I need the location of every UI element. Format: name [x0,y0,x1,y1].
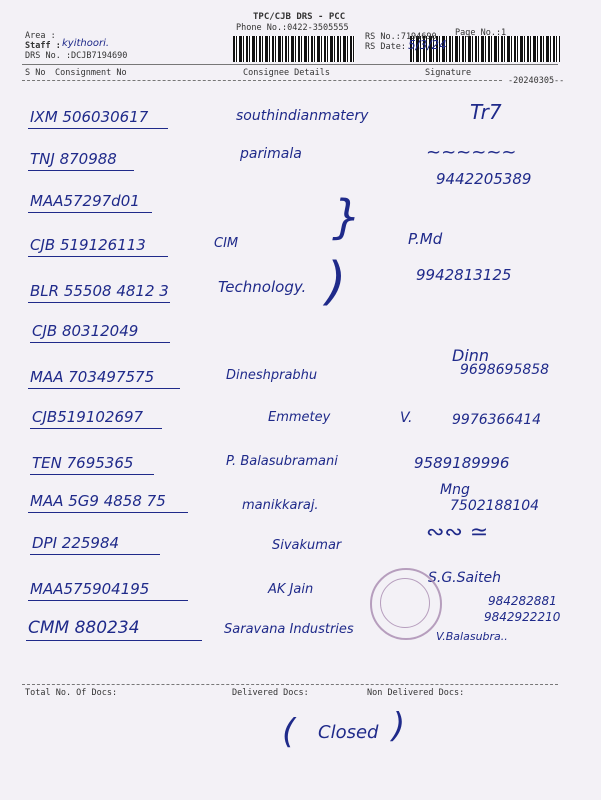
row-4-consignment: CJB 519126113 [30,236,146,254]
date-code: -20240305-- [508,76,565,86]
row-11-scribble: ∾∾ ≃ [426,520,489,545]
row-7-signature-name: Dinn [452,346,490,365]
row-9-consignment: TEN 7695365 [32,454,134,472]
row-5-consignment: BLR 55508 4812 3 [30,282,169,300]
row-2-signature: 9442205389 [436,170,532,188]
row-12-consignee: AK Jain [268,582,314,597]
row-12-consignment: MAA575904195 [30,580,150,598]
closed-note-open-paren: ( [282,712,296,752]
row-8-consignment: CJB519102697 [32,408,144,426]
drs-number: DRS No. :DCJB7194690 [25,51,128,61]
row-2-consignment: TNJ 870988 [30,150,117,168]
row-1-consignee: southindianmatery [236,108,369,124]
area-label: Area : [25,31,56,41]
row-4-signature-name: P.Md [408,230,443,248]
row-8-consignee: Emmetey [268,410,331,425]
document-title: TPC/CJB DRS - PCC [253,12,346,22]
row-13-signature: 9842922210 [484,610,561,624]
row-10-signature: 7502188104 [450,498,540,514]
row-9-consignee: P. Balasubramani [226,454,338,469]
row-7-consignment: MAA 703497575 [30,368,155,386]
row-12-signature-name: S.G.Saiteh [428,570,501,586]
row-8-signature: 9976366414 [452,412,542,428]
non-delivered-docs-label: Non Delivered Docs: [367,688,465,698]
staff-label: Staff : [25,41,61,51]
rs-date-label: RS Date: [365,42,406,52]
closed-note: Closed [318,722,379,743]
column-sno: S No [25,68,46,78]
rs-number: RS No.:7194690 [365,32,437,42]
row-12-signature: 984282881 [488,594,557,608]
staff-name: kyithoori. [62,38,110,49]
column-divider [22,80,502,81]
row-1-signature: Tr7 [470,100,502,124]
row-5-consignee: Technology. [218,278,307,296]
row-4-consignee: CIM [214,236,239,251]
row-13-signature-name: V.Balasubra.. [436,630,508,643]
row-3-bracket: } [332,190,362,244]
row-7-signature: 9698695858 [460,362,550,378]
row-3-consignment: MAA57297d01 [30,192,140,210]
row-13-consignee: Saravana Industries [224,622,354,637]
row-2-consignee: parimala [240,146,302,162]
row-6-consignment: CJB 80312049 [32,322,139,340]
row-13-consignment: CMM 880234 [28,618,140,638]
row-4-signature: 9942813125 [416,266,512,284]
delivered-docs-label: Delivered Docs: [232,688,309,698]
header-divider [22,64,558,65]
column-signature: Signature [425,68,472,78]
closed-note-close-paren: ) [392,706,406,746]
rs-date-value: 5/3/24 [408,38,447,52]
row-5-bracket: ) [326,252,347,312]
row-2-scribble: ~~~~~~ [426,142,517,163]
row-10-consignee: manikkaraj. [242,498,319,513]
row-11-consignee: Sivakumar [272,538,342,553]
row-1-consignment: IXM 506030617 [30,108,149,126]
row-8-signature-prefix: V. [400,410,413,426]
total-docs-label: Total No. Of Docs: [25,688,118,698]
row-11-consignment: DPI 225984 [32,534,120,552]
row-10-signature-name: Mng [440,482,470,498]
row-9-signature: 9589189996 [414,454,510,472]
column-consignee: Consignee Details [243,68,330,78]
barcode-drs [233,36,355,62]
column-consignment: Consignment No [55,68,127,78]
company-stamp [370,568,442,640]
row-7-consignee: Dineshprabhu [226,368,318,383]
row-10-consignment: MAA 5G9 4858 75 [30,492,166,510]
phone-number: Phone No.:0422-3505555 [236,23,349,33]
footer-divider [22,684,558,685]
page-number: Page No.:1 [455,28,507,38]
